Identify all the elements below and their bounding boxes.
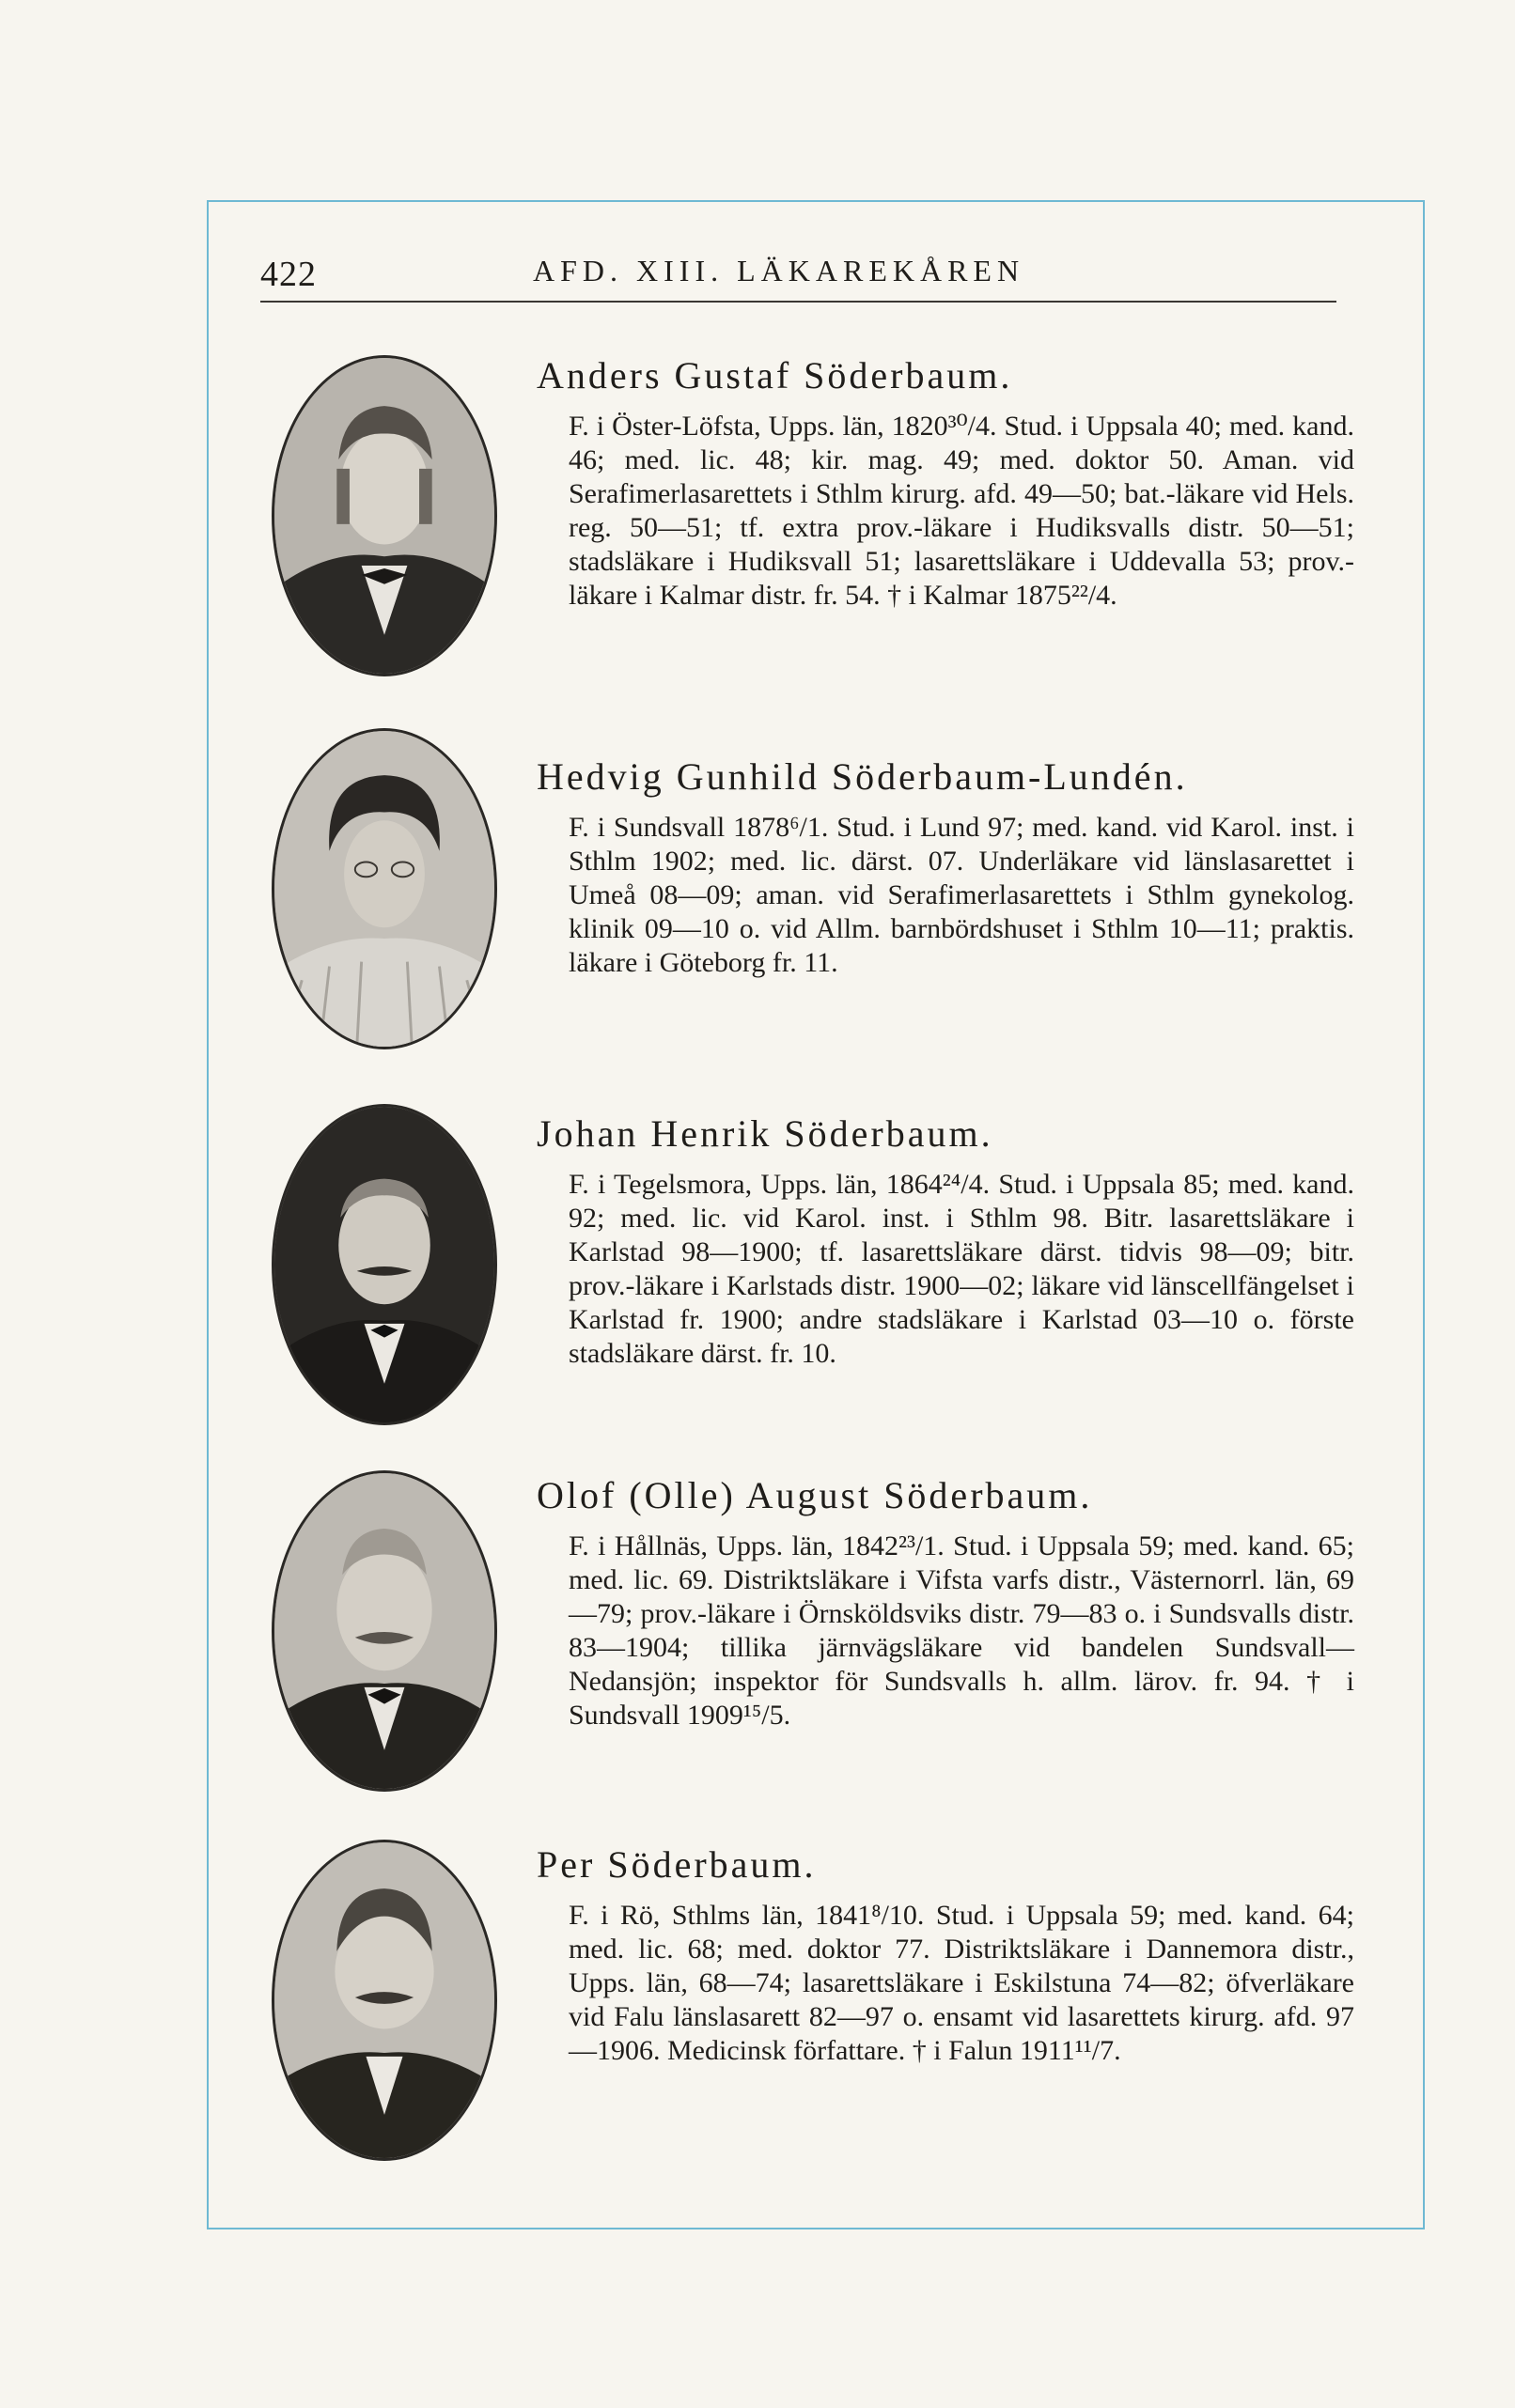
biography-text: F. i Öster-Löfsta, Upps. län, 1820³⁰/4. Stud. i Uppsala 40; med. kand. 46; med. lic. 48; kir. mag. 49; med. doktor 50. Aman. vid Serafimerlasarettets i Sthlm kirurg. afd. 49—50; bat.-läkare vid Hels. reg. 50—51; tf. extra prov.-läkare i Hudiksvalls distr. 50—51; stadsläkare i Hudiksvall 51; lasarettsläkare i Uddevalla 53; prov.-läkare i Kalmar distr. fr. 54. † i Kalmar 1875²²/4.: [569, 411, 1354, 611]
person-name: Johan Henrik Söderbaum.: [537, 1112, 993, 1155]
portrait-photo: [272, 355, 497, 676]
portrait-photo: [272, 1840, 497, 2161]
running-head: [260, 246, 1336, 303]
person-name: Hedvig Gunhild Söderbaum-Lundén.: [537, 755, 1188, 798]
portrait-photo: [272, 1104, 497, 1425]
portrait-photo: [272, 728, 497, 1049]
biography-text: F. i Tegelsmora, Upps. län, 1864²⁴/4. Stud. i Uppsala 85; med. kand. 92; med. lic. vid Karol. inst. i Sthlm 98. Bitr. lasarettsläkare i Karlstad 98—1900; tf. lasarettsläkare därst. tidvis 98—09; bitr. prov.-läkare i Karlstads distr. 1900—02; läkare vid länscellfängelset i Karlstad fr. 1900; andre stadsläkare i Karlstad 03—10 o. förste stadsläkare därst. fr. 10.: [569, 1169, 1354, 1369]
biography-text: F. i Sundsvall 1878⁶/1. Stud. i Lund 97; med. kand. vid Karol. inst. i Sthlm 1902; med. lic. därst. 07. Underläkare vid länslasarettet i Umeå 08—09; aman. vid Serafimerlasarettets i Sthlm gynekolog. klinik 09—10 o. vid Allm. barnbördshuset i Sthlm 10—11; praktis. läkare i Göteborg fr. 11.: [569, 812, 1354, 978]
biography-text: F. i Rö, Sthlms län, 1841⁸/10. Stud. i Uppsala 59; med. kand. 64; med. lic. 68; med. doktor 77. Distriktsläkare i Dannemora distr., Upps. län, 68—74; lasarettsläkare i Eskilstuna 74—82; öfverläkare vid Falu länslasarett 82—97 o. ensamt vid lasarettets kirurg. afd. 97—1906. Medicinsk författare. † i Falun 1911¹¹/7.: [569, 1900, 1354, 2066]
person-name: Per Söderbaum.: [537, 1843, 817, 1886]
biography-text: F. i Hållnäs, Upps. län, 1842²³/1. Stud. i Uppsala 59; med. kand. 65; med. lic. 69. Distriktsläkare i Vifsta varfs distr., Västernorrl. län, 69—79; prov.-läkare i Örnsköldsviks distr. 79—83 o. i Sundsvalls distr. 83—1904; tillika järnvägsläkare vid bandelen Sundsvall—Nedansjön; inspektor för Sundsvalls h. allm. lärov. fr. 94. † i Sundsvall 1909¹⁵/5.: [569, 1530, 1354, 1731]
person-name: Anders Gustaf Söderbaum.: [537, 354, 1013, 396]
page-number: 422: [260, 255, 317, 294]
portrait-photo: [272, 1470, 497, 1792]
person-name: Olof (Olle) August Söderbaum.: [537, 1474, 1093, 1516]
section-title: AFD. XIII. LÄKAREKÅREN: [533, 254, 1025, 287]
